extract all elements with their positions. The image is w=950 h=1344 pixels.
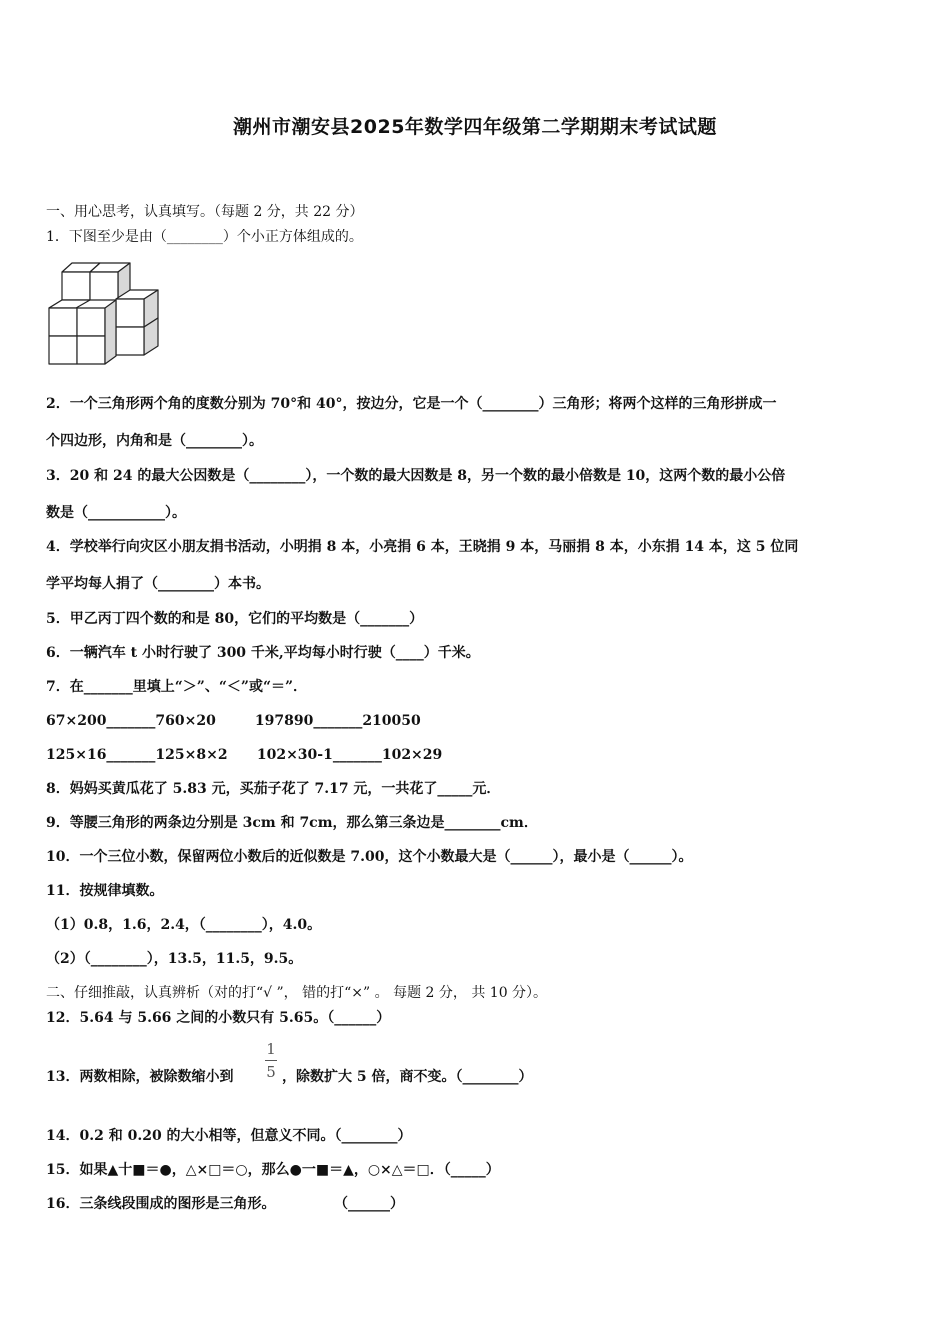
cube-stack-figure [46, 262, 162, 368]
cube-front-face [62, 272, 90, 300]
cube-front-face [49, 308, 77, 336]
question-6: 6．一辆汽车 t 小时行驶了 300 千米,平均每小时行驶（____）千米。 [46, 645, 480, 661]
question-7-row-2: 125×16_______125×8×2 102×30-1_______102×29 [46, 747, 443, 763]
question-9: 9．等腰三角形的两条边分别是 3cm 和 7cm，那么第三条边是________cm． [46, 815, 538, 831]
question-8: 8．妈妈买黄瓜花了 5.83 元，买茄子花了 7.17 元，一共花了_____元． [46, 781, 501, 797]
question-2-line-2: 个四边形，内角和是（________）。 [46, 433, 263, 449]
question-16: 16．三条线段围成的图形是三角形。 （______） [46, 1196, 404, 1212]
question-4-line-1: 4．学校举行向灾区小朋友捐书活动，小明捐 8 本，小亮捐 6 本，王晓捐 9 本，马丽捐 8 本，小东捐 14 本，这 5 位同 [46, 539, 799, 555]
question-7-row-1: 67×200_______760×20 197890_______210050 [46, 713, 421, 729]
question-11: 11．按规律填数。 [46, 883, 164, 899]
cube-front-face [90, 272, 118, 300]
question-2-line-1: 2．一个三角形两个角的度数分别为 70°和 40°，按边分，它是一个（________）三角形；将两个这样的三角形拼成一 [46, 396, 777, 412]
question-10: 10．一个三位小数，保留两位小数后的近似数是 7.00，这个小数最大是（______），最小是（______）。 [46, 849, 693, 865]
question-12: 12．5.64 与 5.66 之间的小数只有 5.65。（______） [46, 1010, 391, 1026]
question-3-line-1: 3．20 和 24 的最大公因数是（________），一个数的最大因数是 8，另一个数的最小倍数是 10，这两个数的最小公倍 [46, 468, 786, 484]
page-title: 潮州市潮安县2025年数学四年级第二学期期末考试试题 [233, 116, 717, 138]
section-2-header: 二、仔细推敲，认真辨析（对的打“√ ”， 错的打“×” 。 每题 2 分， 共 10 分）。 [46, 985, 548, 1001]
question-11-part-1: （1）0.8，1.6，2.4，（________），4.0。 [46, 917, 322, 933]
fraction-denominator: 5 [266, 1063, 276, 1081]
cube-front-face [49, 336, 77, 364]
cube-side-face [105, 300, 116, 364]
cube-front-face [116, 327, 144, 355]
cube-front-face [116, 299, 144, 327]
fraction-numerator: 1 [266, 1040, 276, 1058]
question-7: 7．在_______里填上“＞”、“＜”或“＝”． [46, 679, 308, 695]
question-4-line-2: 学平均每人捐了（________）本书。 [46, 576, 270, 592]
question-14: 14．0.2 和 0.20 的大小相等，但意义不同。（________） [46, 1128, 412, 1144]
question-11-part-2: （2）（________），13.5，11.5，9.5。 [46, 951, 303, 967]
question-1: 1．下图至少是由（________）个小正方体组成的。 [46, 229, 363, 245]
fraction-bar [265, 1060, 277, 1061]
question-3-line-2: 数是（___________）。 [46, 505, 186, 521]
fraction-one-fifth [262, 1040, 280, 1081]
cube-top-face [49, 300, 90, 308]
cube-front-face [77, 308, 105, 336]
question-15: 15．如果▲十■＝●，△×□＝○，那么●一■＝▲，○×△＝□．（_____） [46, 1162, 500, 1178]
question-13-text-after: ，除数扩大 5 倍，商不变。（________） [282, 1069, 533, 1085]
question-5: 5．甲乙丙丁四个数的和是 80，它们的平均数是（_______） [46, 611, 424, 627]
section-1-header: 一、用心思考，认真填写。（每题 2 分，共 22 分） [46, 204, 364, 220]
cube-front-face [77, 336, 105, 364]
question-13-text-before: 13．两数相除，被除数缩小到 [46, 1069, 234, 1085]
